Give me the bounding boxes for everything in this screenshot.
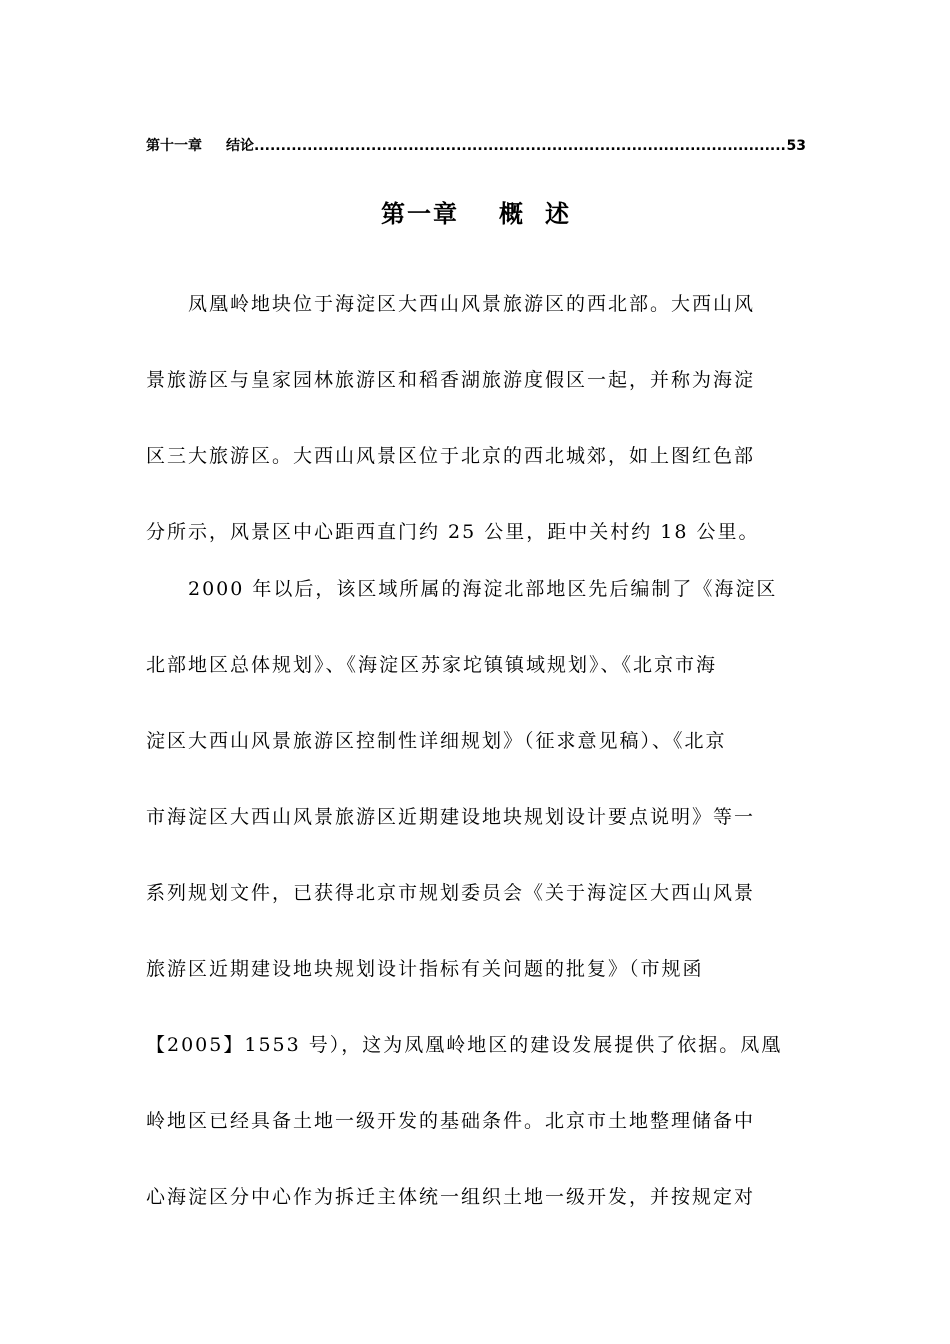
paragraph-line: 北部地区总体规划》、《海淀区苏家坨镇镇域规划》、《北京市海 [146, 654, 718, 676]
paragraph-line: 岭地区已经具备土地一级开发的基础条件。北京市土地整理储备中 [146, 1110, 756, 1132]
toc-page-number: 53 [786, 138, 806, 154]
paragraph-line: 淀区大西山风景旅游区控制性详细规划》（征求意见稿）、《北京 [146, 730, 727, 752]
paragraph-line: 区三大旅游区。大西山风景区位于北京的西北城郊，如上图红色部 [146, 445, 756, 467]
paragraph-line: 2000 年以后，该区域所属的海淀北部地区先后编制了《海淀区 [188, 578, 778, 600]
paragraph-line: 心海淀区分中心作为拆迁主体统一组织土地一级开发，并按规定对 [146, 1186, 756, 1208]
toc-entry[interactable] [146, 135, 806, 157]
paragraph-line: 分所示，风景区中心距西直门约 25 公里，距中关村约 18 公里。 [146, 521, 760, 543]
paragraph-line: 【2005】1553 号），这为凤凰岭地区的建设发展提供了依据。凤凰 [146, 1034, 783, 1056]
body-paragraph-2 [146, 571, 806, 1255]
paragraph-line: 旅游区近期建设地块规划设计指标有关问题的批复》（市规函 [146, 958, 704, 980]
paragraph-line: 凤凰岭地块位于海淀区大西山风景旅游区的西北部。大西山风 [188, 293, 756, 315]
toc-chapter-title: 结论 [226, 138, 254, 154]
toc-chapter-number: 第十一章 [146, 138, 202, 154]
chapter-heading [0, 196, 950, 232]
chapter-title: 概述 [499, 200, 591, 228]
paragraph-line: 市海淀区大西山风景旅游区近期建设地块规划设计要点说明》等一 [146, 806, 756, 828]
chapter-number: 第一章 [381, 200, 459, 228]
toc-leader-dots [254, 135, 785, 157]
paragraph-line: 景旅游区与皇家园林旅游区和稻香湖旅游度假区一起，并称为海淀 [146, 369, 756, 391]
paragraph-line: 系列规划文件，已获得北京市规划委员会《关于海淀区大西山风景 [146, 882, 756, 904]
body-paragraph-1 [146, 286, 806, 590]
